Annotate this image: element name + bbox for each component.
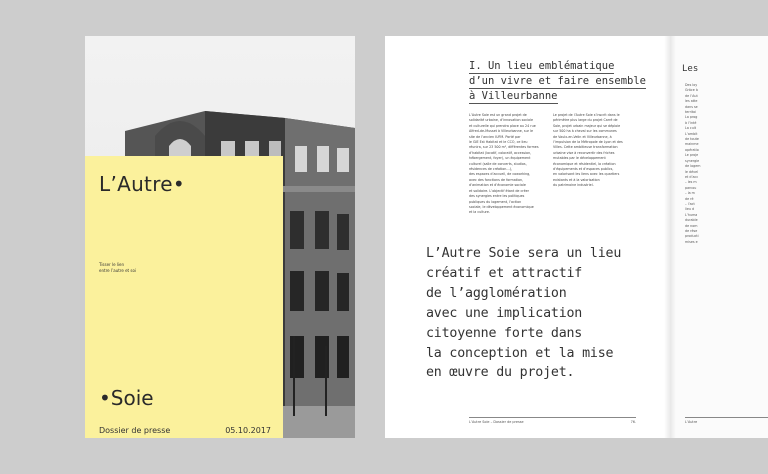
text-line: Le proje	[685, 153, 699, 158]
text-line: de rése	[685, 228, 698, 233]
text-line: des espaces d’accueil, de coworking,	[469, 172, 531, 177]
text-line: L’ambit	[685, 131, 698, 136]
text-line: hébergement, foyer), un équipement	[469, 156, 531, 161]
text-column-1	[469, 113, 546, 216]
text-line: mainme	[685, 142, 699, 147]
right-page-footer: L’Autre	[685, 417, 768, 424]
text-line: Alfred-de-Musset à Villeurbanne, sur le	[469, 129, 534, 134]
right-page-title: Les	[682, 64, 699, 74]
text-line: Grâce à	[685, 88, 698, 93]
text-line: de toute	[685, 137, 699, 142]
text-line: L’Autre Soie est un grand projet de	[469, 113, 527, 117]
document-type: Dossier de presse	[99, 426, 171, 435]
text-line: synergie	[685, 158, 700, 163]
text-line: résidences de création…),	[469, 167, 513, 172]
text-line: L’Autre Soie sera un lieu	[426, 246, 622, 261]
page-footer	[469, 417, 636, 424]
text-line: sur 500 ha à cheval sur les communes	[553, 129, 617, 134]
cover-title-top: L’Autre•	[99, 172, 185, 196]
text-line: et d’acc	[685, 174, 699, 179]
text-line: d’équipements et d’espaces publics,	[553, 167, 614, 172]
spread-left-page	[385, 36, 670, 438]
cover-page	[85, 36, 355, 438]
right-page-text	[685, 83, 765, 245]
text-line: d’habitat (locatif, coloratif, accession,	[469, 150, 532, 155]
text-line: du patrimoine industriel.	[553, 183, 594, 188]
pull-quote	[426, 244, 666, 383]
text-line: en valorisant les liens avec les quartiers	[553, 172, 620, 177]
text-line: solidarité urbaine, d’innovation sociale	[469, 118, 534, 123]
spread-right-page	[670, 36, 768, 438]
cover-title-bottom: •Soie	[99, 386, 154, 410]
text-line: économique et résidentiel, la création	[553, 161, 616, 166]
text-line: et culturelle qui prendra place au 24 rue	[469, 123, 536, 128]
text-line: lieu d	[685, 207, 695, 212]
text-line: existants et à la valorisation	[553, 177, 600, 182]
cover-tagline	[99, 262, 159, 274]
text-line: en œuvre du projet.	[426, 365, 575, 381]
text-line: le GIE Est Habitat et le CCO, ce lieu	[469, 140, 528, 145]
text-line: les atte	[685, 99, 698, 104]
text-line: La cult	[685, 126, 697, 131]
text-line: – la m	[685, 191, 695, 196]
spread-gutter	[664, 36, 676, 438]
text-line: réunira, sur 23 500 m², différentes formes	[469, 145, 539, 150]
text-line: avec une implication	[426, 305, 583, 321]
heading-line: d’un vivre et faire ensemble	[469, 75, 647, 87]
text-line: opératio	[685, 147, 699, 152]
text-line: – l’act	[685, 201, 695, 206]
text-line: site de l’ancien IUFM. Porté par	[469, 134, 521, 139]
text-line: l’impulsion de la Métropole de Lyon et des	[553, 140, 623, 145]
text-line: La prog	[685, 115, 698, 120]
text-line: parcou	[685, 185, 697, 190]
text-line: de Vaulx-en-Velin et Villeurbanne, à	[553, 134, 612, 139]
text-line: producti	[685, 234, 699, 239]
text-line: publiques du logement, l’action	[469, 199, 522, 204]
text-line: la conception et la mise	[426, 345, 614, 361]
text-line: de nom	[685, 223, 698, 228]
text-column-2	[553, 113, 630, 189]
heading-line: à Villeurbanne	[469, 90, 558, 102]
text-line: Soie, projet urbain majeur qui se déploie	[553, 123, 621, 128]
section-heading	[469, 60, 646, 105]
text-line: mises e	[685, 239, 698, 244]
text-line: d’animation et d’économie sociale	[469, 183, 526, 188]
text-line: Villes. Cette ambitieuse transformation	[553, 145, 618, 150]
text-line: durable	[685, 218, 698, 223]
text-line: mutables par le développement	[553, 156, 606, 161]
title-card	[85, 156, 283, 438]
cover-tagline-line: Tisser le lien	[99, 262, 125, 267]
text-line: urbaine vise à reconvertir des friches	[553, 150, 615, 155]
text-line: et solidaire. L’objectif étant de créer	[469, 188, 529, 193]
cover-tagline-line: entre l’autre et soi	[99, 268, 137, 273]
text-line: territoi	[685, 110, 697, 115]
text-line: citoyenne forte dans	[426, 325, 583, 341]
text-line: sociale, le développement économique	[469, 204, 534, 209]
text-line: L’huma	[685, 212, 698, 217]
text-line: périmètre plus large du projet Carré de	[553, 118, 618, 123]
document-date: 05.10.2017	[225, 426, 271, 435]
text-line: Des loy	[685, 83, 698, 87]
text-line: de l’Aut	[685, 93, 698, 98]
text-line: à l’inté	[685, 120, 697, 125]
text-line: culturel (salle de concerts, studios,	[469, 161, 527, 166]
text-line: avec des fonctions de formation,	[469, 177, 524, 182]
text-line: dans se	[685, 104, 698, 109]
heading-line: I. Un lieu emblématique	[469, 60, 615, 72]
text-line: de logem	[685, 164, 701, 169]
text-line: de l’agglomération	[426, 285, 567, 301]
text-line: Le projet de l’Autre Soie s’inscrit dans le	[553, 113, 620, 117]
text-line: le dével	[685, 169, 699, 174]
footer-title: L’Autre Soie – Dossier de presse	[469, 420, 524, 424]
text-line: des synergies entre les politiques	[469, 194, 525, 199]
text-line: et la culture.	[469, 210, 490, 215]
text-line: de ré	[685, 196, 694, 201]
text-line: créatif et attractif	[426, 265, 583, 281]
text-line: – les m	[685, 180, 697, 185]
page-number: 76.	[630, 420, 636, 424]
